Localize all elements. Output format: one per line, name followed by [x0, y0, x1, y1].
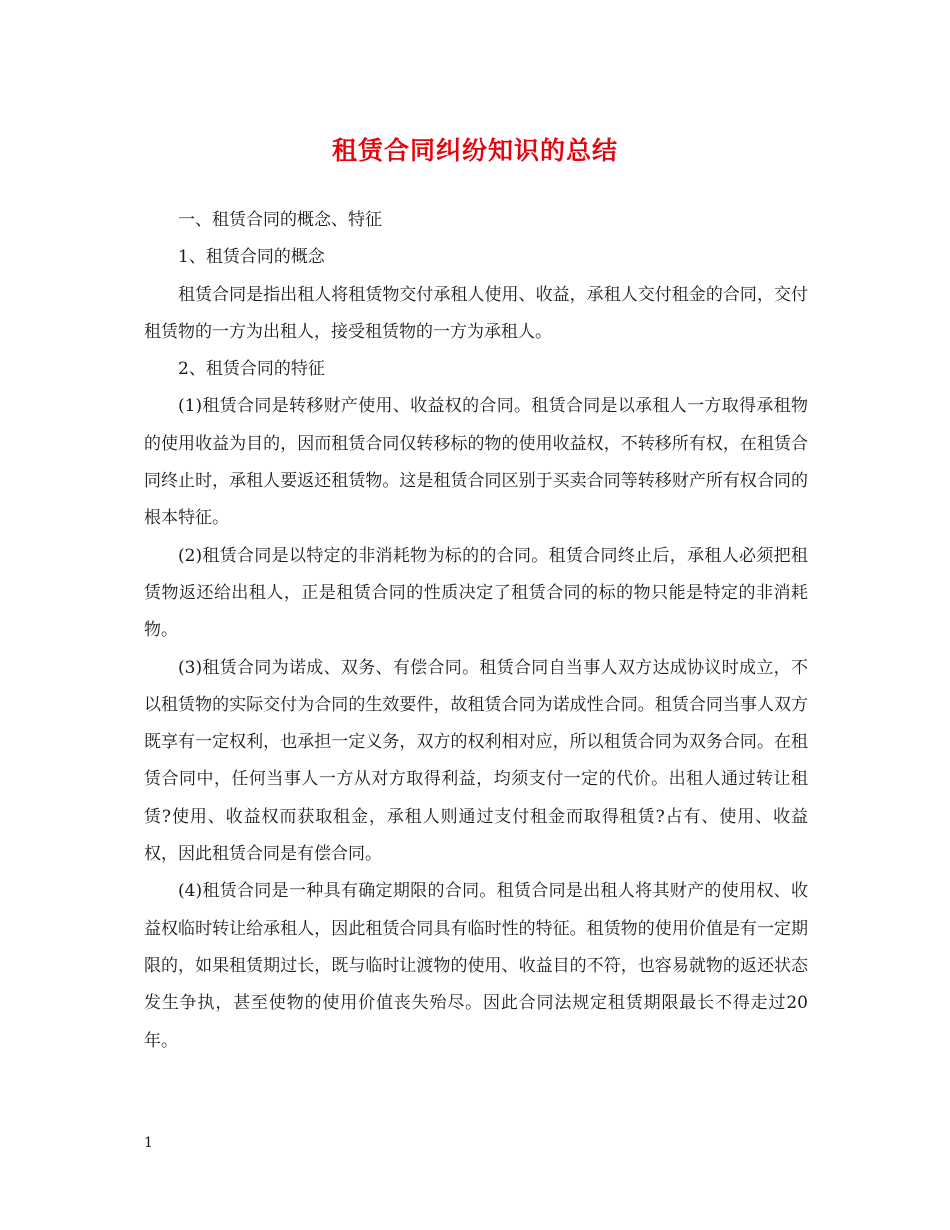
page-title: 租赁合同纠纷知识的总结 — [331, 136, 618, 165]
body-paragraph: (3)租赁合同为诺成、双务、有偿合同。租赁合同自当事人双方达成协议时成立，不以租赁物的实际交付为合同的生效要件，故租赁合同为诺成性合同。租赁合同当事人双方既享有一定权利，也承担一定义务，双方的权利相对应，所以租赁合同为双务合同。在租赁合同中，任何当事人一方从对方取得利益，均须支付一定的代价。出租人通过转让租赁?使用、收益权而获取租金，承租人则通过支付租金而取得租赁?占有、使用、收益权，因此租赁合同是有偿合同。 — [144, 657, 808, 865]
document-body — [144, 202, 808, 1060]
body-paragraph: (4)租赁合同是一种具有确定期限的合同。租赁合同是出租人将其财产的使用权、收益权临时转让给承租人，因此租赁合同具有临时性的特征。租赁物的使用价值是有一定期限的，如果租赁期过长，既与临时让渡物的使用、收益目的不符，也容易就物的返还状态发生争执，甚至使物的使用价值丧失殆尽。因此合同法规定租赁期限最长不得走过20年。 — [144, 881, 808, 1051]
subsection-heading: 2、租赁合同的特征 — [178, 359, 325, 380]
section-heading: 一、租赁合同的概念、特征 — [178, 210, 382, 230]
page-number: 1 — [144, 1135, 153, 1151]
body-paragraph: 租赁合同是指出租人将租赁物交付承租人使用、收益，承租人交付租金的合同，交付租赁物的一方为出租人，接受租赁物的一方为承租人。 — [144, 284, 808, 342]
subsection-heading: 1、租赁合同的概念 — [178, 247, 325, 268]
body-paragraph: (1)租赁合同是转移财产使用、收益权的合同。租赁合同是以承租人一方取得承租物的使用收益为目的，因而租赁合同仅转移标的物的使用收益权，不转移所有权，在租赁合同终止时，承租人要返还租赁物。这是租赁合同区别于买卖合同等转移财产所有权合同的根本特征。 — [144, 396, 808, 529]
body-paragraph: (2)租赁合同是以特定的非消耗物为标的的合同。租赁合同终止后，承租人必须把租赁物返还给出租人，正是租赁合同的性质决定了租赁合同的标的物只能是特定的非消耗物。 — [144, 545, 808, 641]
